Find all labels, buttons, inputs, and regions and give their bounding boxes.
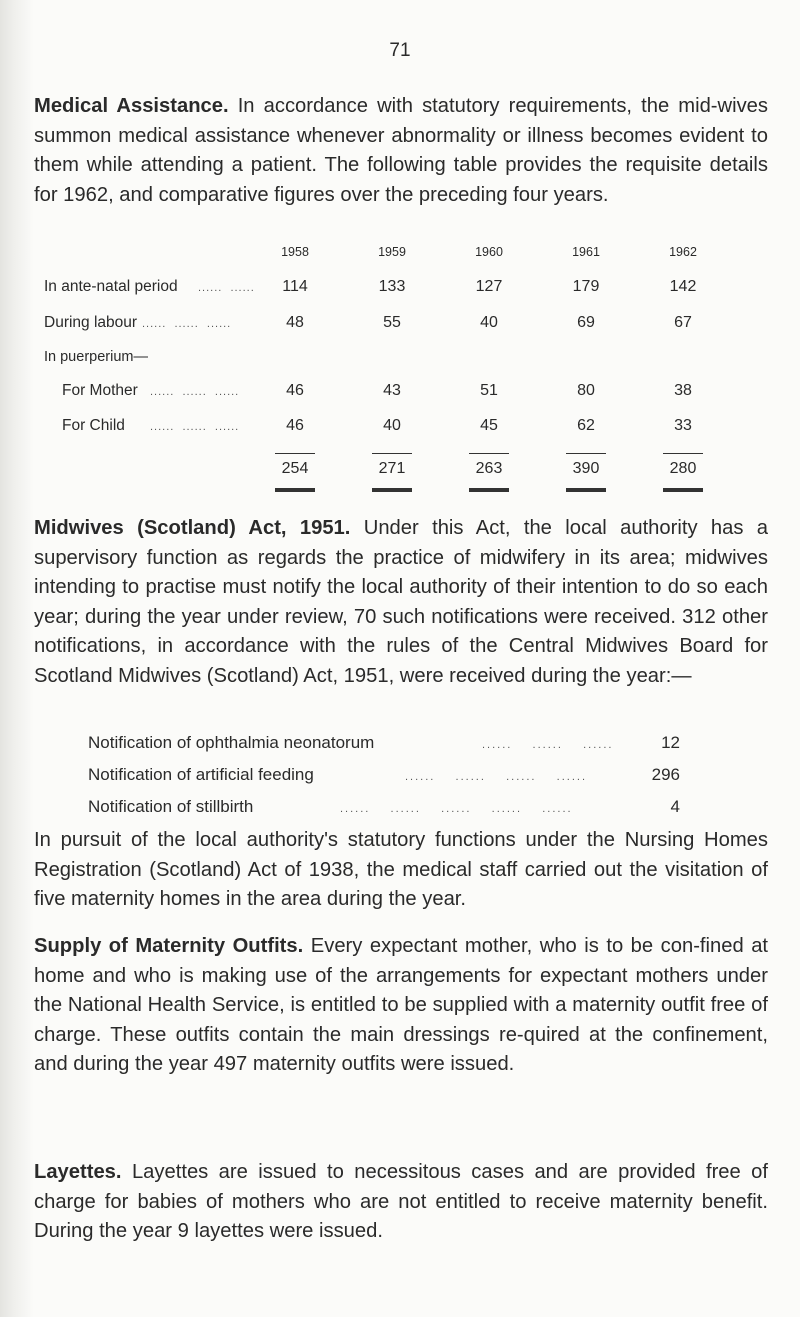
- table-cell: 179: [572, 278, 600, 295]
- table-cell: 62: [577, 417, 595, 434]
- table-cell: 133: [378, 278, 406, 295]
- total-cell: 390: [572, 460, 600, 477]
- medical-assistance-heading: Medical Assistance.: [34, 95, 229, 117]
- leader-dots: ...... ...... ...... ......: [405, 771, 588, 783]
- midwives-act-paragraph: [34, 514, 768, 691]
- table-cell: 45: [480, 417, 498, 434]
- table-cell: 67: [674, 314, 692, 331]
- table-cell: 142: [669, 278, 697, 295]
- page-number: 71: [389, 40, 411, 61]
- table-cell: 80: [577, 382, 595, 399]
- table-cell: 46: [286, 417, 304, 434]
- nursing-homes-paragraph: In pursuit of the local authority's statutory functions under the Nursing Homes Registration (Scotland) Act of 1938, the medical staff carried out the visitation of five maternity homes in the area during the year.: [34, 829, 768, 910]
- table-cell: 40: [480, 314, 498, 331]
- row-label: For Child: [62, 417, 125, 434]
- leader-dots: ...... ...... ......: [150, 386, 240, 398]
- notification-value: 4: [670, 797, 680, 816]
- total-double-rule: [372, 488, 412, 492]
- year-header: 1960: [475, 245, 503, 259]
- medical-assistance-text: In accordance with statutory requirements, the mid-wives summon medical assistance whenever abnormality or illness becomes evident to them while attending a patient. The following table provides the requisite details for 1962, and comparative figures over the preceding four years.: [34, 95, 768, 206]
- table-cell: 33: [674, 417, 692, 434]
- leader-dots: ...... ...... ...... ...... ......: [340, 803, 573, 815]
- notification-label: Notification of ophthalmia neonatorum: [88, 733, 375, 752]
- midwives-act-heading: Midwives (Scotland) Act, 1951.: [34, 517, 351, 539]
- notification-value: 296: [651, 765, 680, 784]
- total-double-rule: [566, 488, 606, 492]
- layettes-text: Layettes are issued to necessitous cases and are provided free of charge for babies of mothers who are not entitled to receive maternity benefit. During the year 9 layettes were issued.: [34, 1161, 769, 1242]
- table-cell: 46: [286, 382, 304, 399]
- notification-value: 12: [661, 733, 680, 752]
- total-cell: 263: [475, 460, 503, 477]
- table-cell: 43: [383, 382, 401, 399]
- row-label: In puerperium—: [44, 349, 148, 365]
- midwives-act-text: Under this Act, the local authority has a supervisory function as regards the practice of midwifery in its area; midwives intending to practise must notify the local authority of their intention to do so each year; during the year under review, 70 such notifications were received. 312 other notifications, in accordance with the rules of the Central Midwives Board for Scotland Midwives (Scotland) Act, 1951, were received during the year:—: [34, 517, 769, 687]
- table-cell: 69: [577, 314, 595, 331]
- year-header: 1962: [669, 245, 697, 259]
- leader-dots: ...... ...... ......: [482, 739, 614, 751]
- sum-rule: [469, 453, 509, 454]
- year-header: 1959: [378, 245, 406, 259]
- total-cell: 271: [378, 460, 406, 477]
- row-label: For Mother: [62, 382, 138, 399]
- table-cell: 38: [674, 382, 692, 399]
- table-cell: 114: [282, 278, 308, 295]
- sum-rule: [566, 453, 606, 454]
- table-cell: 127: [475, 278, 503, 295]
- leader-dots: ...... ...... ......: [150, 421, 240, 433]
- total-double-rule: [663, 488, 703, 492]
- layettes-heading: Layettes.: [34, 1161, 122, 1183]
- maternity-outfits-paragraph: [34, 932, 768, 1080]
- row-label: During labour: [44, 314, 138, 331]
- year-header: 1961: [572, 245, 600, 259]
- total-cell: 254: [281, 460, 309, 477]
- leader-dots: ...... ......: [198, 282, 255, 294]
- sum-rule: [275, 453, 315, 454]
- row-label: In ante-natal period: [44, 278, 178, 295]
- total-double-rule: [469, 488, 509, 492]
- notification-label: Notification of stillbirth: [88, 797, 254, 816]
- table-cell: 40: [383, 417, 401, 434]
- table-cell: 48: [286, 314, 304, 331]
- year-header: 1958: [281, 245, 309, 259]
- table-cell: 51: [480, 382, 498, 399]
- leader-dots: ...... ...... ......: [142, 318, 232, 330]
- sum-rule: [663, 453, 703, 454]
- layettes-paragraph: [34, 1158, 768, 1247]
- sum-rule: [372, 453, 412, 454]
- maternity-outfits-heading: Supply of Maternity Outfits.: [34, 935, 304, 957]
- medical-assistance-paragraph: [34, 92, 768, 210]
- notification-label: Notification of artificial feeding: [88, 765, 314, 784]
- table-cell: 55: [383, 314, 401, 331]
- total-double-rule: [275, 488, 315, 492]
- maternity-outfits-text: Every expectant mother, who is to be con-fined at home and who is making use of the arrangements for expectant mothers under the National Health Service, is entitled to be supplied with a maternity outfit free of charge. These outfits contain the main dressings re-quired at the confinement, and during the year 497 maternity outfits were issued.: [34, 935, 769, 1075]
- total-cell: 280: [669, 460, 697, 477]
